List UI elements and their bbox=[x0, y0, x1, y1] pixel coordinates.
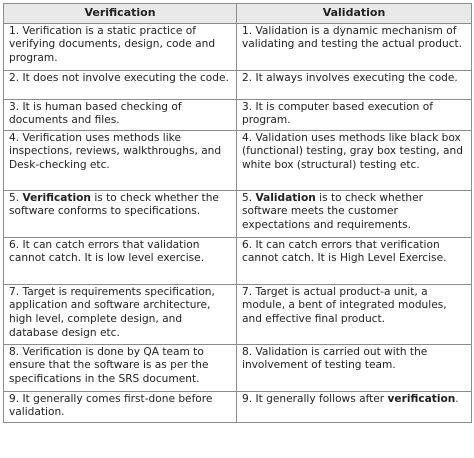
header-row bbox=[4, 4, 472, 24]
validation-header: Validation bbox=[237, 4, 472, 24]
bold-term: Validation bbox=[255, 191, 316, 204]
bold-term: verification bbox=[387, 392, 456, 405]
cell-text: 4. Validation uses methods like black box (functional) testing, gray box testing, and white box (structural) testing etc. bbox=[242, 131, 463, 171]
verification-cell bbox=[4, 391, 237, 422]
cell-text: 7. Target is actual product-a unit, a module, a bent of integrated modules, and effective final product. bbox=[242, 285, 447, 325]
table-row bbox=[4, 99, 472, 130]
verification-cell bbox=[4, 344, 237, 391]
table-body bbox=[4, 23, 472, 422]
cell-text: 5. bbox=[242, 191, 256, 204]
table-row bbox=[4, 190, 472, 237]
validation-cell bbox=[237, 391, 472, 422]
verification-cell bbox=[4, 23, 237, 70]
validation-cell bbox=[237, 344, 472, 391]
validation-cell bbox=[237, 190, 472, 237]
cell-text: 8. Verification is done by QA team to ensure that the software is as per the specifications in the SRS document. bbox=[9, 345, 209, 385]
verification-cell bbox=[4, 190, 237, 237]
cell-text: is to check whether the software conforms to specifications. bbox=[9, 191, 219, 218]
table-row bbox=[4, 23, 472, 70]
cell-text: 6. It can catch errors that validation cannot catch. It is low level exercise. bbox=[9, 238, 205, 265]
cell-text: 7. Target is requirements specification, application and software architecture, high level, complete design, and database design etc. bbox=[9, 285, 215, 339]
verification-cell bbox=[4, 237, 237, 284]
table-row bbox=[4, 70, 472, 99]
verification-cell bbox=[4, 284, 237, 344]
verification-header: Verification bbox=[4, 4, 237, 24]
cell-text: 3. It is computer based execution of program. bbox=[242, 100, 433, 127]
cell-text: 2. It always involves executing the code. bbox=[242, 71, 458, 84]
cell-text: 9. It generally follows after bbox=[242, 392, 388, 405]
validation-cell bbox=[237, 99, 472, 130]
cell-text: 8. Validation is carried out with the involvement of testing team. bbox=[242, 345, 428, 372]
cell-text: 1. Verification is a static practice of verifying documents, design, code and program. bbox=[9, 24, 216, 64]
cell-text: . bbox=[455, 392, 459, 405]
cell-text: 1. Validation is a dynamic mechanism of validating and testing the actual product. bbox=[242, 24, 463, 51]
validation-cell bbox=[237, 23, 472, 70]
cell-text: 5. bbox=[9, 191, 23, 204]
validation-cell bbox=[237, 237, 472, 284]
table-row bbox=[4, 391, 472, 422]
cell-text: 6. It can catch errors that verification cannot catch. It is High Level Exercise. bbox=[242, 238, 447, 265]
verification-cell bbox=[4, 130, 237, 190]
comparison-table-wrapper bbox=[3, 3, 471, 423]
cell-text: 9. It generally comes first-done before validation. bbox=[9, 392, 213, 419]
table-row bbox=[4, 284, 472, 344]
verification-vs-validation-table bbox=[3, 3, 472, 423]
table-row bbox=[4, 344, 472, 391]
cell-text: 2. It does not involve executing the code. bbox=[9, 71, 229, 84]
table-row bbox=[4, 130, 472, 190]
validation-cell bbox=[237, 284, 472, 344]
verification-cell bbox=[4, 70, 237, 99]
cell-text: is to check whether software meets the customer expectations and requirements. bbox=[242, 191, 423, 231]
verification-cell bbox=[4, 99, 237, 130]
cell-text: 3. It is human based checking of documents and files. bbox=[9, 100, 182, 127]
validation-cell bbox=[237, 70, 472, 99]
table-row bbox=[4, 237, 472, 284]
bold-term: Verification bbox=[22, 191, 91, 204]
validation-cell bbox=[237, 130, 472, 190]
cell-text: 4. Verification uses methods like inspections, reviews, walkthroughs, and Desk-checking etc. bbox=[9, 131, 222, 171]
